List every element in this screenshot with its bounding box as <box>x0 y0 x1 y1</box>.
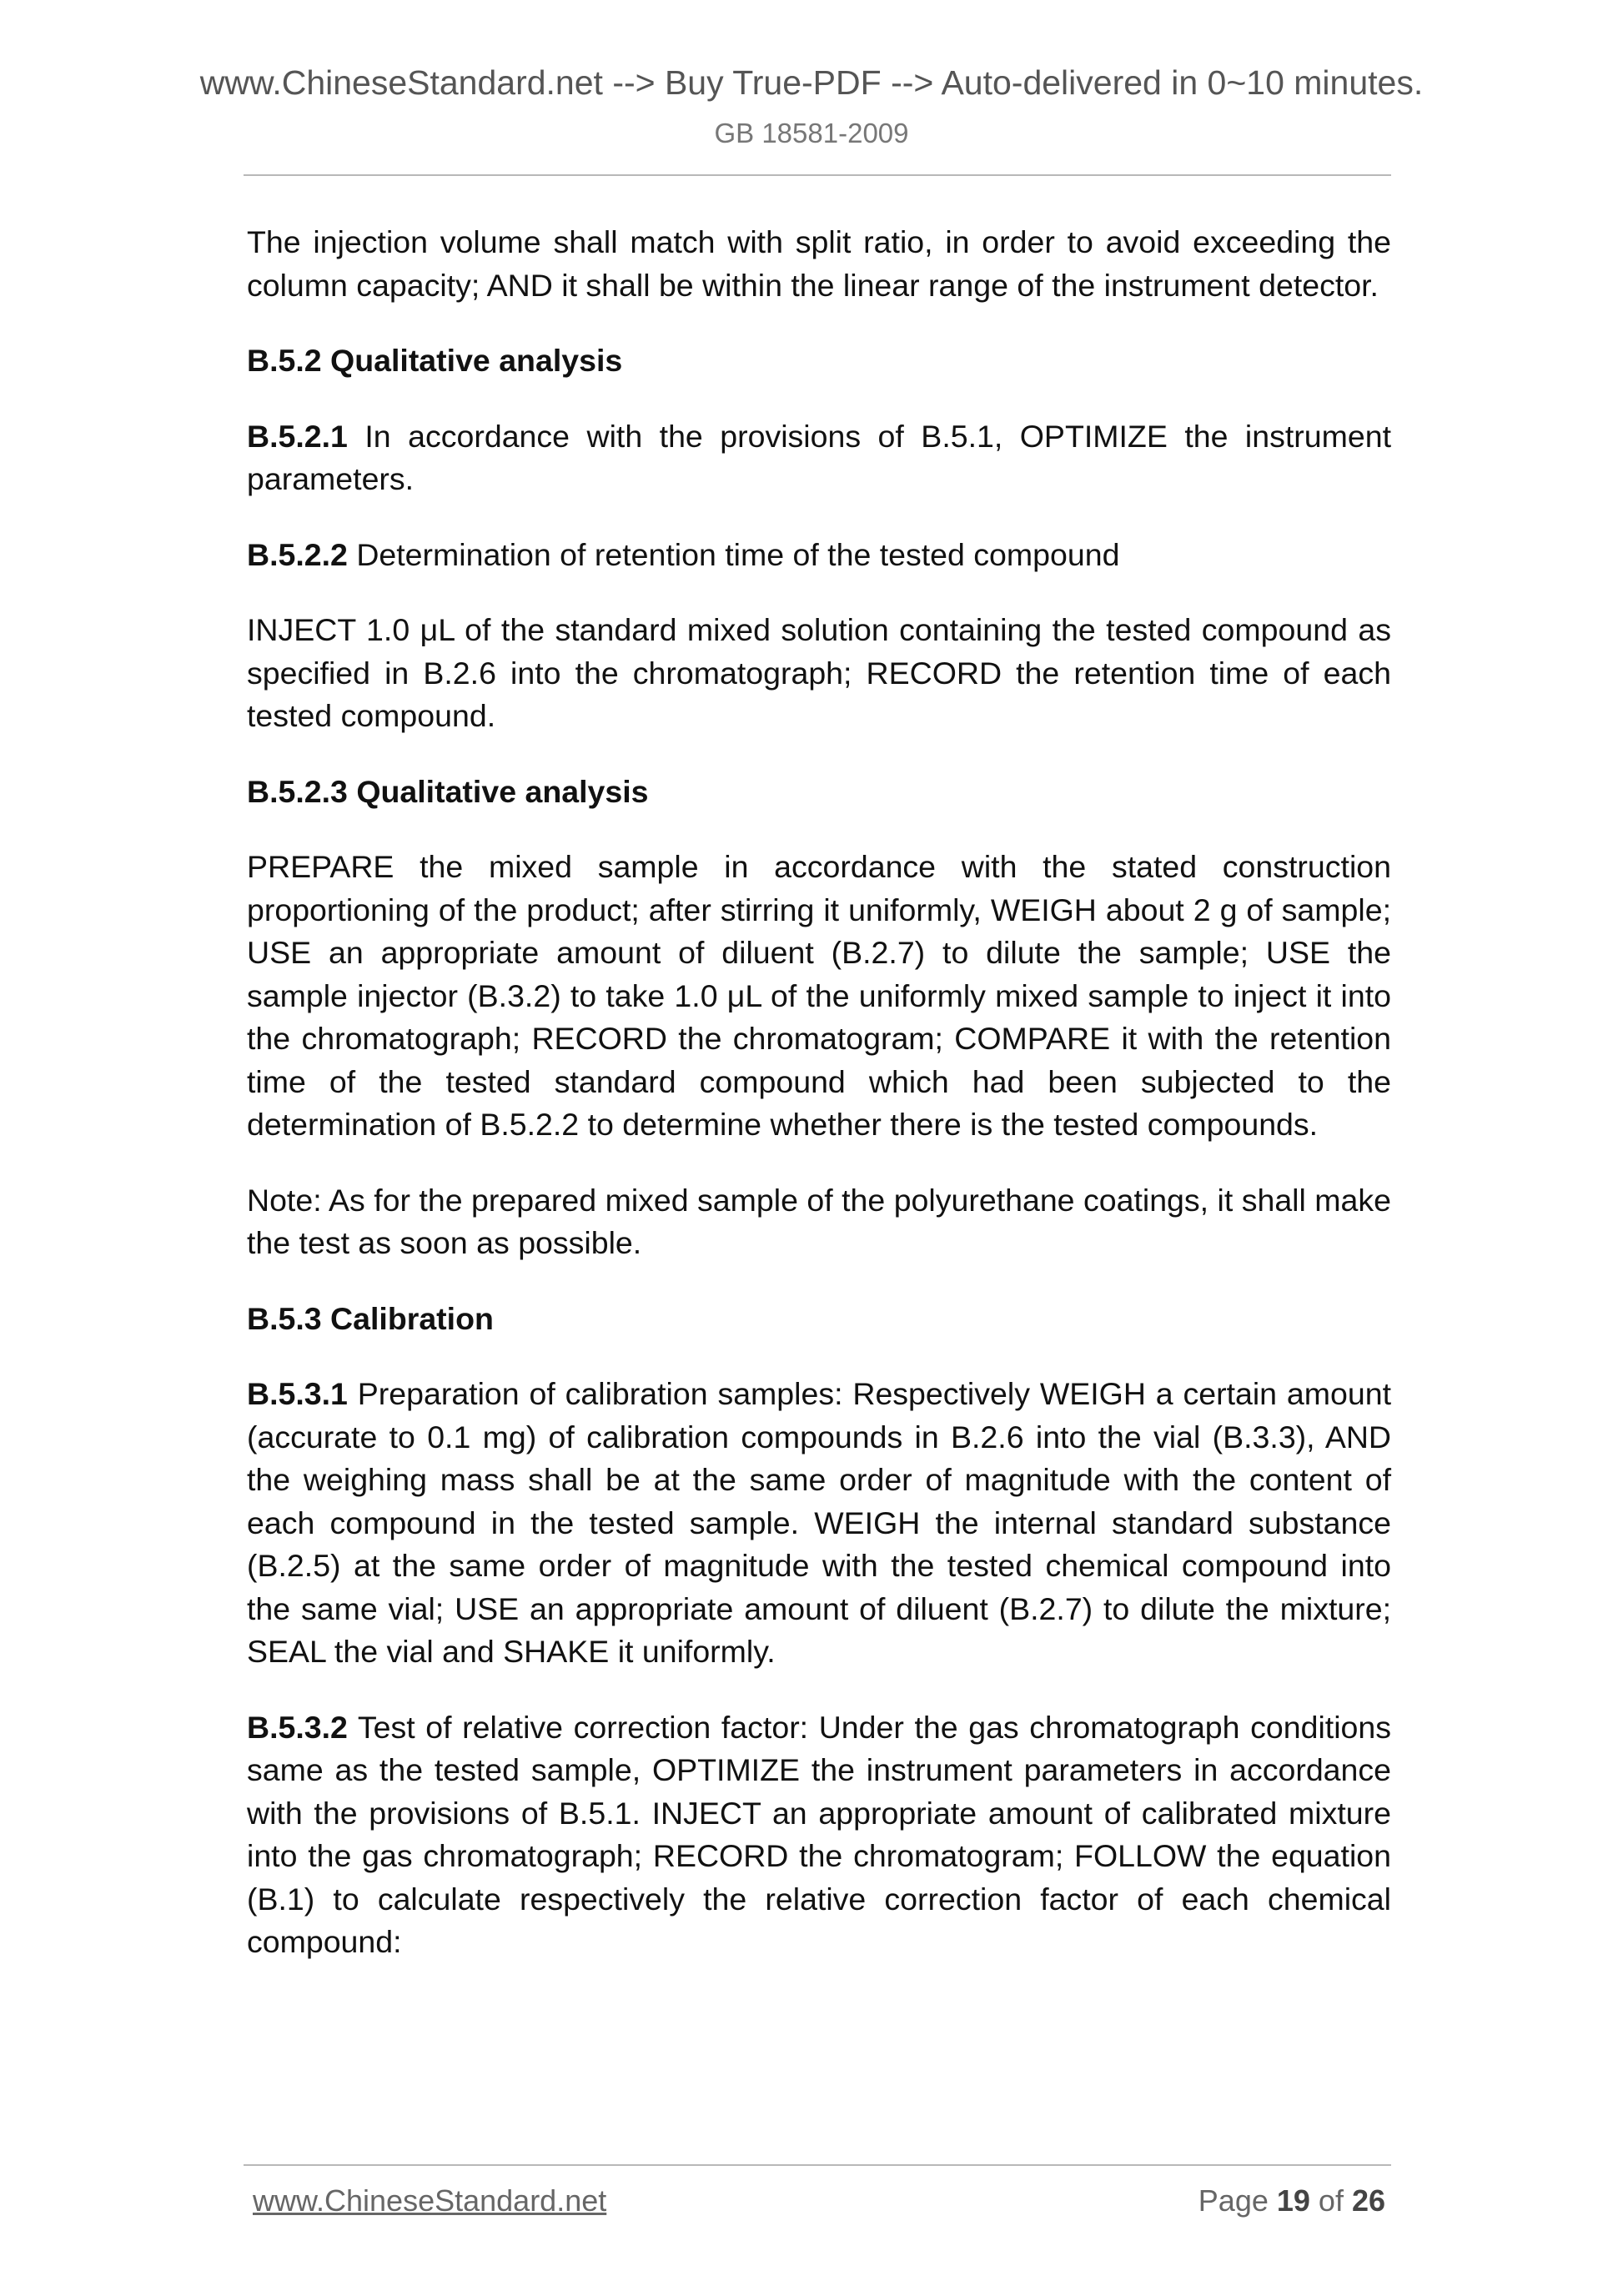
heading-b523: B.5.2.3 Qualitative analysis <box>247 773 649 809</box>
page-total: 26 <box>1351 2183 1385 2218</box>
paragraph-inject: INJECT 1.0 μL of the standard mixed solution containing the tested compound as specified in B.2.6 into the chromatograph; RECORD the retention time of each tested compound. <box>247 612 1391 733</box>
clause-text: Preparation of calibration samples: Respectively WEIGH a certain amount (accurate to 0.1 mg) of calibration compounds in B.2.6 into the vial (B.3.3), AND the weighing mass shall be at the same order of magnitude with the content of each compound in the tested sample. WEIGH the internal standard substance (B.2.5) at the same order of magnitude with the tested chemical compound into the same vial; USE an appropriate amount of diluent (B.2.7) to dilute the mixture; SEAL the vial and SHAKE it uniformly. <box>247 1376 1391 1669</box>
header-banner: www.ChineseStandard.net --> Buy True-PDF --> Auto-delivered in 0~10 minutes. <box>199 63 1424 102</box>
page-indicator <box>1198 2183 1385 2218</box>
standard-number: GB 18581-2009 <box>714 118 909 148</box>
footer-website-link[interactable]: www.ChineseStandard.net <box>253 2183 607 2218</box>
clause-text: Test of relative correction factor: Under the gas chromatograph conditions same as the tested sample, OPTIMIZE the instrument parameters in accordance with the provisions of B.5.1. INJECT an appropriate amount of calibrated mixture into the gas chromatograph; RECORD the chromatogram; FOLLOW the equation (B.1) to calculate respectively the relative correction factor of each chemical compound: <box>247 1709 1391 1959</box>
clause-b531 <box>247 1373 1391 1674</box>
paragraph-prepare: PREPARE the mixed sample in accordance with the stated construction proportioning of the product; after stirring it uniformly, WEIGH about 2 g of sample; USE an appropriate amount of diluent (B.2.7) to dilute the sample; USE the sample injector (B.3.2) to take 1.0 μL of the uniformly mixed sample to inject it into the chromatograph; RECORD the chromatogram; COMPARE it with the retention time of the tested standard compound which had been subjected to the determination of B.5.2.2 to determine whether there is the tested compounds. <box>247 849 1391 1142</box>
page-of-label: of <box>1309 2183 1352 2218</box>
clause-number: B.5.3.2 <box>247 1709 348 1745</box>
heading-b53: B.5.3 Calibration <box>247 1300 494 1336</box>
clause-b521 <box>247 415 1391 501</box>
document-body <box>247 221 1391 1997</box>
page-number: 19 <box>1276 2183 1310 2218</box>
clause-b522 <box>247 534 1391 577</box>
clause-number: B.5.3.1 <box>247 1376 348 1411</box>
footer-divider <box>244 2164 1391 2166</box>
clause-text: Determination of retention time of the tested compound <box>347 536 1120 572</box>
paragraph-injection-volume: The injection volume shall match with split ratio, in order to avoid exceeding the column capacity; AND it shall be within the linear range of the instrument detector. <box>247 224 1391 303</box>
heading-b52: B.5.2 Qualitative analysis <box>247 343 623 378</box>
note: Note: As for the prepared mixed sample of the polyurethane coatings, it shall make the test as soon as possible. <box>247 1182 1391 1260</box>
clause-b532 <box>247 1706 1391 1964</box>
header-divider <box>244 174 1391 176</box>
clause-text: In accordance with the provisions of B.5.1, OPTIMIZE the instrument parameters. <box>247 418 1391 496</box>
clause-number: B.5.2.2 <box>247 536 348 572</box>
page-label: Page <box>1198 2183 1277 2218</box>
clause-number: B.5.2.1 <box>247 418 348 454</box>
